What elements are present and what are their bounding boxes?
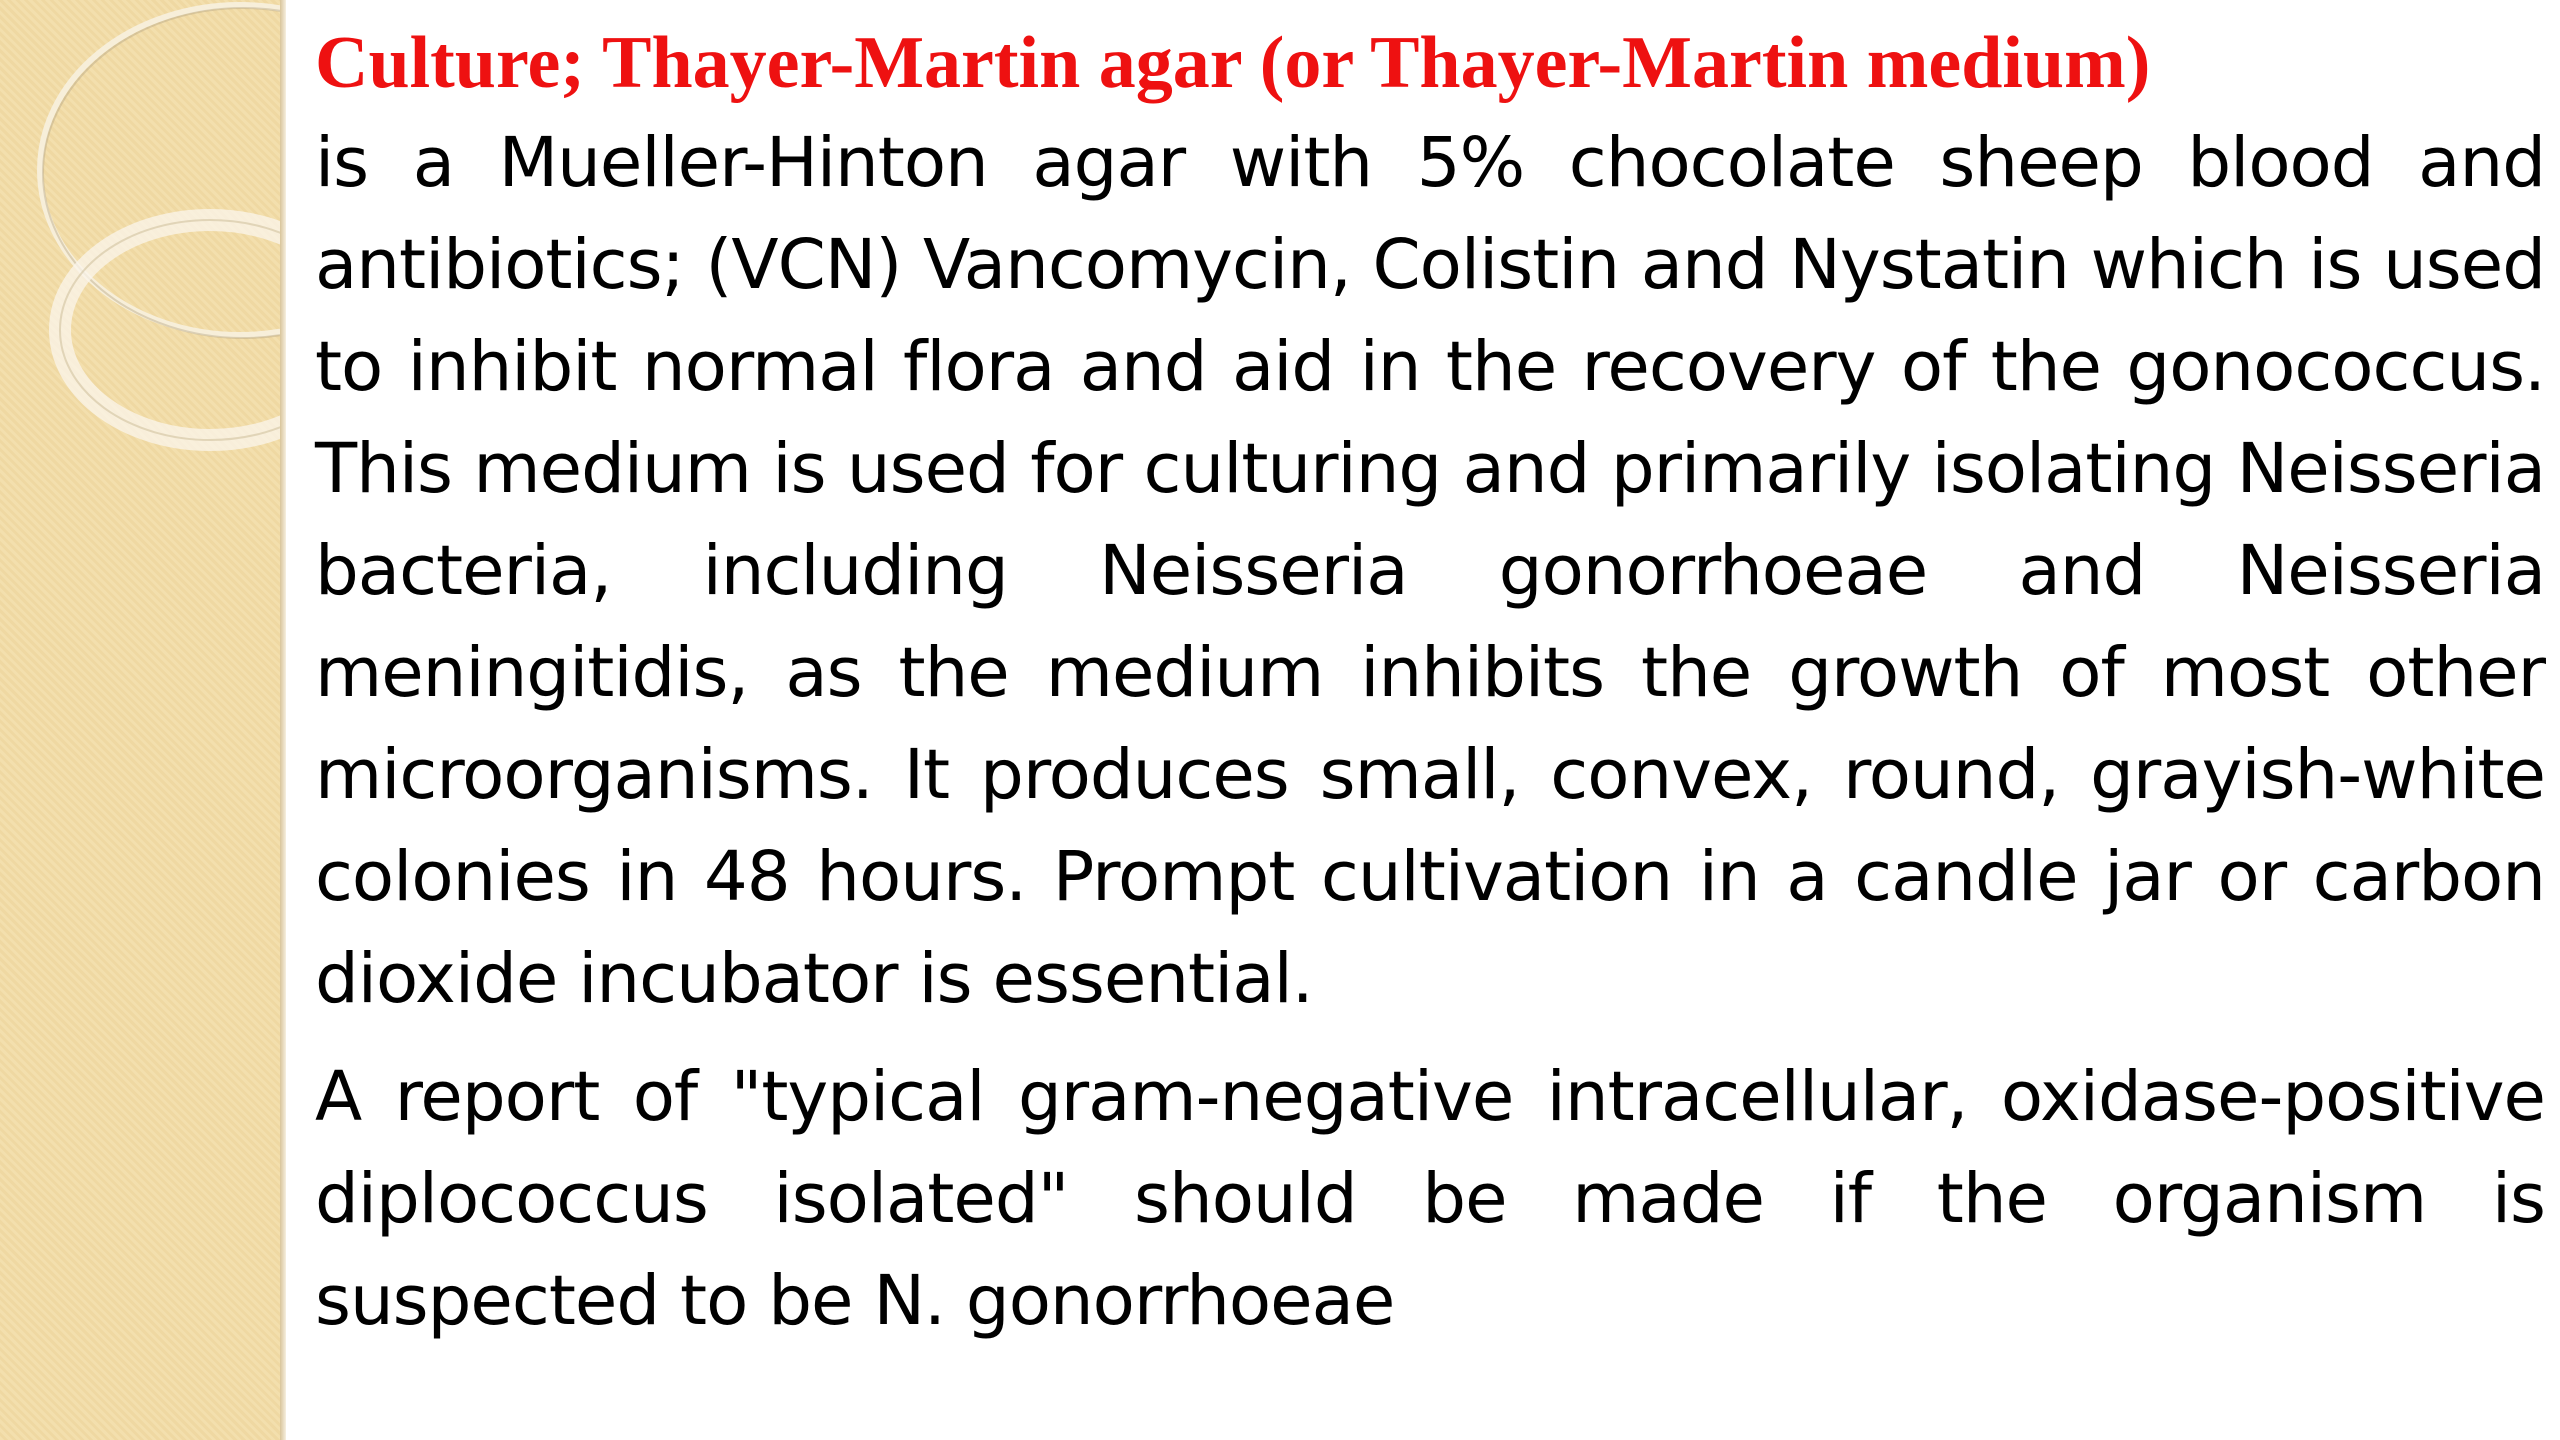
slide-title: Culture; Thayer-Martin agar (or Thayer-Martin medium)	[315, 22, 2151, 104]
paragraph-report-note: A report of "typical gram-negative intracellular, oxidase-positive diplococcus isolated" should be made if the organism is suspected to be N. gonorrhoeae	[315, 1057, 2545, 1341]
slide-content	[315, 14, 2545, 1352]
paragraph-medium-description: is a Mueller-Hinton agar with 5% chocolate sheep blood and antibiotics; (VCN) Vancomycin, Colistin and Nystatin which is used to inhibit normal flora and aid in the recovery of the gonococcus. This medium is used for culturing and primarily isolating Neisseria bacteria, including Neisseria gonorrhoeae and Neisseria meningitidis, as the medium inhibits the growth of most other microorganisms. It produces small, convex, round, grayish-white colonies in 48 hours. Prompt cultivation in a candle jar or carbon dioxide incubator is essential.	[315, 123, 2545, 1019]
decorative-rings-icon	[0, 0, 280, 520]
decorative-side-panel	[0, 0, 280, 1440]
side-panel-divider	[280, 0, 286, 1440]
